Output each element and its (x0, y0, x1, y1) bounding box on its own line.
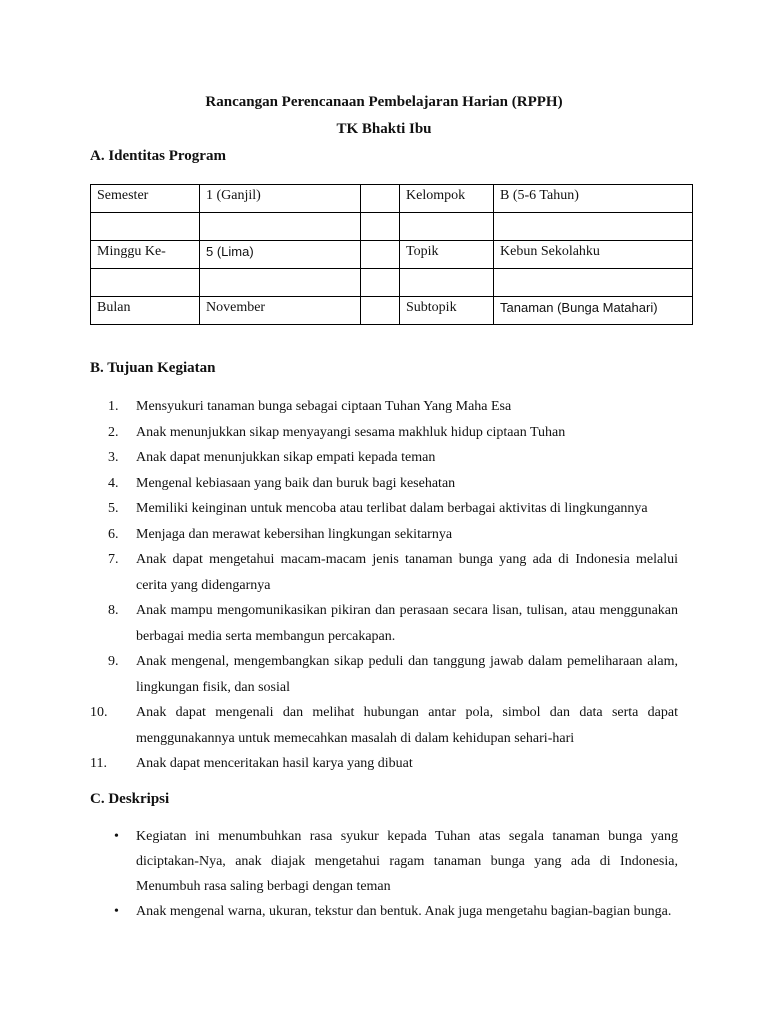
item-number: 9. (108, 654, 119, 669)
goals-list (90, 394, 678, 777)
list-item (90, 547, 678, 598)
list-item (90, 751, 678, 777)
school-name: TK Bhakti Ibu (336, 121, 432, 137)
value-cell (494, 213, 693, 241)
list-item (90, 420, 678, 446)
table-row (91, 297, 693, 325)
label-cell: Semester (91, 185, 200, 213)
label-cell: Minggu Ke- (91, 241, 200, 269)
label-cell (91, 269, 200, 297)
item-number: 3. (108, 450, 119, 465)
bullet-icon: • (114, 829, 119, 844)
item-text: Anak menunjukkan sikap menyayangi sesama makhluk hidup ciptaan Tuhan (136, 424, 566, 440)
list-item (90, 471, 678, 497)
list-item (90, 496, 678, 522)
spacer-cell (361, 241, 400, 269)
value-cell: November (200, 297, 361, 325)
item-number: 8. (108, 603, 119, 618)
list-item (90, 899, 678, 924)
item-text: Anak mampu mengomunikasikan pikiran dan perasaan secara lisan, tulisan, atau menggunakan berbagai media serta membangun percakapan. (136, 603, 678, 644)
identity-table (90, 184, 693, 325)
value-cell: 5 (Lima) (200, 241, 361, 269)
item-number: 7. (108, 552, 119, 567)
bullet-icon: • (114, 904, 119, 919)
label-cell: Bulan (91, 297, 200, 325)
list-item (90, 824, 678, 899)
table-row (91, 269, 693, 297)
description-list (90, 824, 678, 924)
item-number: 5. (108, 501, 119, 516)
label-cell: Kelompok (400, 185, 494, 213)
list-item (90, 522, 678, 548)
list-item (90, 598, 678, 649)
item-text: Mensyukuri tanaman bunga sebagai ciptaan Tuhan Yang Maha Esa (136, 399, 512, 414)
item-text: Anak mengenal, mengembangkan sikap peduli dan tanggung jawab dalam pemeliharaan alam, lingkungan fisik, dan sosial (136, 654, 678, 695)
spacer-cell (361, 269, 400, 297)
table-row (91, 185, 693, 213)
item-text: Anak dapat menunjukkan sikap empati kepada teman (136, 450, 436, 465)
item-number: 2. (108, 424, 119, 440)
value-cell: Kebun Sekolahku (494, 241, 693, 269)
item-number: 4. (108, 475, 119, 491)
item-text: Menjaga dan merawat kebersihan lingkungan sekitarnya (136, 526, 453, 542)
item-text: Mengenal kebiasaan yang baik dan buruk bagi kesehatan (136, 475, 456, 491)
spacer-cell (361, 297, 400, 325)
item-text: Anak dapat mengenali dan melihat hubungan antar pola, simbol dan data serta dapat menggunakannya untuk memecahkan masalah di dalam kehidupan sehari-hari (136, 705, 678, 746)
item-text: Memiliki keinginan untuk mencoba atau terlibat dalam berbagai aktivitas di lingkungannya (136, 501, 648, 516)
item-text: Anak dapat menceritakan hasil karya yang dibuat (136, 756, 413, 771)
table-row (91, 213, 693, 241)
document-title: Rancangan Perencanaan Pembelajaran Harian (RPPH) (205, 94, 563, 110)
list-item (90, 649, 678, 700)
item-text: Kegiatan ini menumbuhkan rasa syukur kepada Tuhan atas segala tanaman bunga yang diciptakan-Nya, anak diajak mengetahui ragam tanaman bunga yang ada di Indonesia, Menumbuh rasa saling berbagi dengan teman (136, 829, 678, 894)
list-item (90, 445, 678, 471)
value-cell (494, 269, 693, 297)
label-cell (400, 213, 494, 241)
spacer-cell (361, 185, 400, 213)
section-heading-identity: A. Identitas Program (90, 148, 226, 164)
item-text: Anak dapat mengetahui macam-macam jenis tanaman bunga yang ada di Indonesia melalui cerita yang didengarnya (136, 552, 678, 593)
list-item (90, 394, 678, 420)
value-cell: 1 (Ganjil) (200, 185, 361, 213)
label-cell (400, 269, 494, 297)
value-cell: Tanaman (Bunga Matahari) (494, 297, 693, 325)
label-cell: Topik (400, 241, 494, 269)
label-cell: Subtopik (400, 297, 494, 325)
table-row (91, 241, 693, 269)
value-cell (200, 213, 361, 241)
item-number: 10. (90, 705, 108, 720)
value-cell: B (5-6 Tahun) (494, 185, 693, 213)
spacer-cell (361, 213, 400, 241)
value-cell (200, 269, 361, 297)
item-text: Anak mengenal warna, ukuran, tekstur dan bentuk. Anak juga mengetahu bagian-bagian bunga. (136, 904, 672, 919)
section-heading-goals: B. Tujuan Kegiatan (90, 360, 216, 376)
section-heading-description: C. Deskripsi (90, 791, 170, 807)
list-item (90, 700, 678, 751)
item-number: 6. (108, 526, 119, 542)
label-cell (91, 213, 200, 241)
item-number: 1. (108, 399, 119, 414)
item-number: 11. (90, 756, 107, 771)
